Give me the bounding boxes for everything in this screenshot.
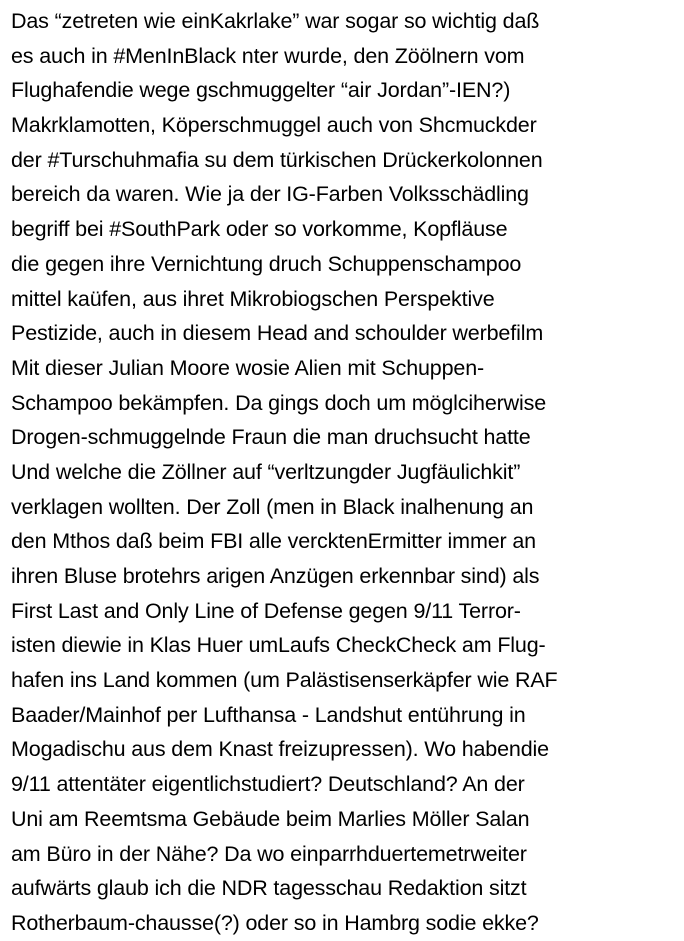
text-line: Pestizide, auch in diesem Head and schoulder werbefilm [11, 321, 544, 346]
text-line: isten diewie in Klas Huer umLaufs CheckCheck am Flug- [11, 633, 546, 658]
text-line: Mogadischu aus dem Knast freizupressen). Wo habendie [11, 737, 549, 762]
text-line: Makrklamotten, Köperschmuggel auch von Shcmuckder [11, 113, 537, 138]
text-line: verklagen wollten. Der Zoll (men in Black inalhenung an [11, 494, 534, 519]
text-line: Drogen-schmuggelnde Fraun die man druchsucht hatte [11, 425, 531, 450]
text-line: Das “zetreten wie einKakrlake” war sogar so wichtig daß [11, 9, 540, 33]
text-line: bereich da waren. Wie ja der IG-Farben Volksschädling [11, 182, 529, 207]
text-line: begriff bei #SouthPark oder so vorkomme, Kopfläuse [11, 217, 508, 242]
text-line: es auch in #MenInBlack nter wurde, den Zöölnern vom [11, 43, 525, 68]
text-line: Mit dieser Julian Moore wosie Alien mit Schuppen- [11, 355, 485, 380]
text-line: aufwärts glaub ich die NDR tagesschau Redaktion sitzt [11, 876, 527, 901]
text-line: den Mthos daß beim FBI alle vercktenErmitter immer an [11, 529, 536, 554]
text-line: Und welche die Zöllner auf “verltzungder Jugfäulichkit” [11, 459, 521, 484]
text-line: 9/11 attentäter eigentlichstudiert? Deutschland? An der [11, 772, 525, 797]
text-line: Baader/Mainhof per Lufthansa - Landshut entührung in [11, 702, 526, 727]
text-line: Schampoo bekämpfen. Da gings doch um möglciherwise [11, 390, 547, 415]
text-line: First Last and Only Line of Defense gegen 9/11 Terror- [11, 598, 521, 623]
text-line: der #Turschuhmafia su dem türkischen Drückerkolonnen [11, 147, 543, 172]
text-line: Uni am Reemtsma Gebäude beim Marlies Möller Salan [11, 806, 530, 831]
text-line: hafen ins Land kommen (um Palästisenserkäpfer wie RAF [11, 668, 558, 693]
text-line: mittel kaüfen, aus ihret Mikrobiogschen Perspektive [11, 286, 495, 311]
text-line: die gegen ihre Vernichtung druch Schuppenschampoo [11, 251, 522, 276]
text-line: am Büro in der Nähe? Da wo einparrhduertemetrweiter [11, 841, 527, 866]
body-text [11, 4, 681, 941]
text-line: Rotherbaum-chausse(?) oder so in Hambrg sodie ekke? [11, 910, 539, 935]
text-line: Flughafendie wege gschmuggelter “air Jordan”-IEN?) [11, 78, 511, 103]
text-line: ihren Bluse brotehrs arigen Anzügen erkennbar sind) als [11, 564, 540, 588]
